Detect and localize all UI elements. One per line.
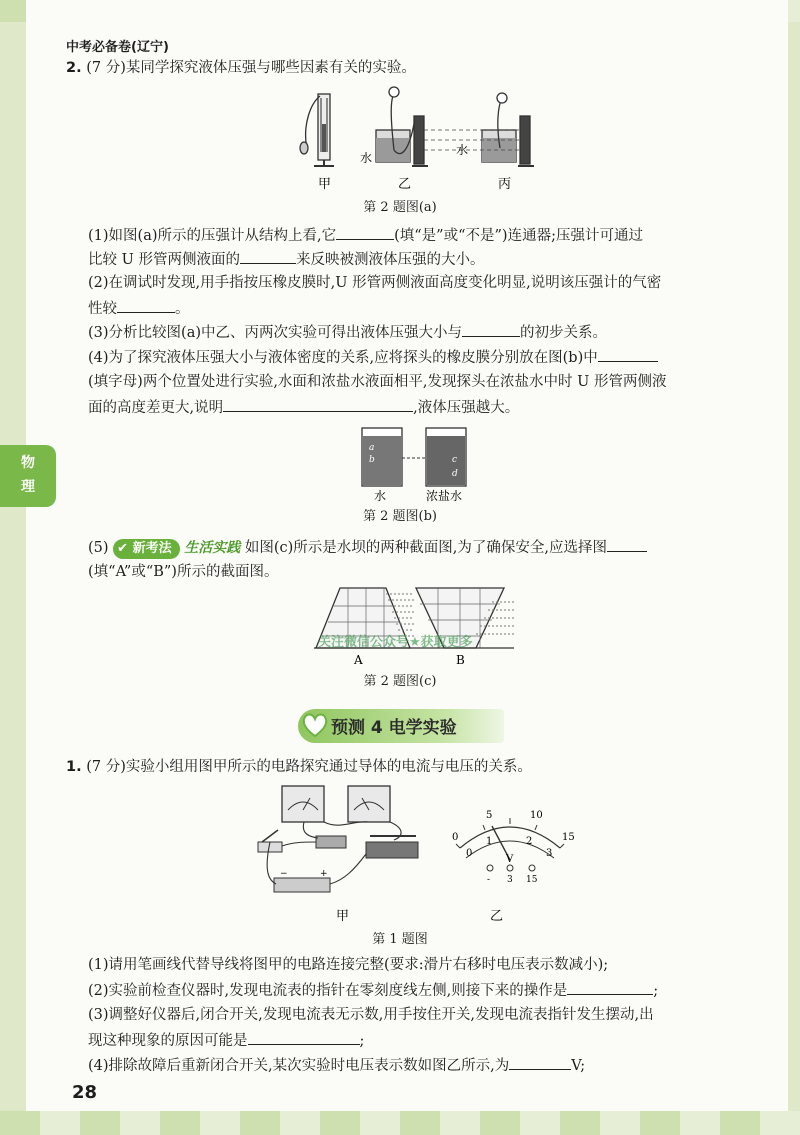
dam-label-b: B — [456, 653, 465, 666]
q2-number: 2. — [66, 60, 82, 76]
q1-stem-text: (7 分)实验小组用图甲所示的电路探究通过导体的电流与电压的关系。 — [86, 759, 532, 775]
voltmeter — [348, 786, 390, 822]
beaker-brine — [426, 428, 466, 486]
dam-label-a: A — [354, 653, 363, 666]
answer-blank-10[interactable] — [509, 1055, 571, 1070]
fig-a-label-bing: 丙 — [498, 177, 512, 192]
terminal-3: 3 — [507, 875, 513, 885]
q1-part1: (1)请用笔画线代替导线将图甲的电路连接完整(要求:滑片右移时电压表示数减小); — [88, 957, 609, 973]
q2-p2-text-b: 性较 — [88, 301, 117, 317]
beaker-label-water: 水 — [374, 489, 387, 503]
point-a-label: a — [369, 443, 375, 453]
q2-p5-text-a: 如图(c)所示是水坝的两种截面图,为了确保安全,应选择图 — [244, 540, 607, 556]
rheostat — [366, 836, 418, 858]
manometer-jia — [300, 94, 334, 166]
subject-tab-char-2: 理 — [21, 479, 35, 495]
fig-b-caption: 第 2 题图(b) — [362, 509, 437, 524]
q2-part2-line2 — [88, 298, 190, 320]
answer-blank-9[interactable] — [248, 1030, 360, 1045]
q2-part5-line1 — [88, 537, 647, 559]
switch — [258, 830, 282, 852]
watermark: 关注微信公众号★获取更多 — [318, 635, 473, 650]
battery — [274, 869, 330, 892]
q2-part3 — [88, 322, 607, 344]
answer-blank-2[interactable] — [240, 249, 296, 264]
q2-part4-line3 — [88, 397, 519, 419]
section-title: 预测 4 电学实验 — [331, 718, 457, 738]
ammeter — [282, 786, 324, 822]
q2-part5-line2: (填“A”或“B”)所示的截面图。 — [88, 564, 279, 580]
figure-2c — [314, 586, 514, 666]
q2-p2-text-c: 。 — [175, 301, 190, 317]
heart-icon — [300, 710, 330, 740]
answer-blank-6[interactable] — [223, 397, 413, 412]
beaker-label-brine: 浓盐水 — [426, 489, 463, 503]
fig-label-yi: 乙 — [490, 909, 504, 924]
circuit-figure-jia — [244, 780, 434, 926]
point-b-label: b — [369, 455, 375, 465]
subject-tab — [0, 445, 56, 507]
answer-blank-7[interactable] — [607, 537, 647, 552]
figure-2a — [290, 84, 540, 194]
book-title: 中考必备卷(辽宁) — [66, 40, 169, 55]
life-practice-tag: 生活实践 — [184, 540, 241, 556]
fig-a-label-jia: 甲 — [318, 177, 332, 192]
svg-text:+: + — [320, 869, 328, 879]
q2-part1-line2 — [88, 249, 484, 271]
q1-s3-text-b: 现这种现象的原因可能是 — [88, 1033, 248, 1049]
q2-p4-text-d: ,液体压强越大。 — [413, 400, 520, 416]
fig-label-jia: 甲 — [336, 909, 350, 924]
point-d-label: d — [452, 469, 458, 479]
dial-unit: V — [506, 854, 514, 865]
q2-p4-text-c: 面的高度差更大,说明 — [88, 400, 224, 416]
dial-outer-5: 5 — [486, 810, 493, 821]
fig1-caption: 第 1 题图 — [372, 932, 428, 947]
svg-text:−: − — [280, 869, 288, 879]
q1-s3-text-c: ; — [359, 1033, 365, 1049]
dial-inner-2: 2 — [526, 836, 533, 847]
q1-s2-text-a: (2)实验前检查仪器时,发现电流表的指针在零刻度线左侧,则接下来的操作是 — [88, 983, 568, 999]
q1-s4-text-b: V; — [571, 1058, 586, 1074]
dial-outer-0: 0 — [452, 832, 459, 843]
beaker-bing — [482, 93, 534, 166]
q1-part3-line1: (3)调整好仪器后,闭合开关,发现电流表无示数,用手按住开关,发现电流表指针发生摆动,出 — [88, 1007, 654, 1023]
q2-part4-line2: (填字母)两个位置处进行实验,水面和浓盐水液面相平,发现探头在浓盐水中时 U 形管两侧液 — [88, 374, 667, 390]
q1-stem — [66, 757, 532, 778]
page-number: 28 — [72, 1082, 98, 1103]
q2-p1-text-d: 来反映被测液体压强的大小。 — [295, 252, 485, 268]
q2-p5-number: (5) — [88, 540, 109, 556]
fig-c-caption: 第 2 题图(c) — [363, 674, 437, 689]
q1-number: 1. — [66, 759, 82, 775]
q2-p4-text-a: (4)为了探究液体压强大小与液体密度的关系,应将探头的橡皮膜分别放在图(b)中 — [88, 350, 598, 366]
new-method-badge — [113, 539, 179, 559]
q2-stem — [66, 58, 416, 79]
answer-blank-1[interactable] — [336, 225, 394, 240]
new-method-badge-text: 新考法 — [132, 541, 172, 556]
resistor — [316, 836, 346, 848]
q1-s2-text-b: ; — [653, 983, 659, 999]
terminal-neg: - — [487, 875, 491, 885]
subject-tab-char-1: 物 — [21, 455, 35, 471]
water-label-bing: 水 — [456, 143, 469, 157]
q1-s4-text-a: (4)排除故障后重新闭合开关,某次实验时电压表示数如图乙所示,为 — [88, 1058, 510, 1074]
q2-p1-text-b: (填“是”或“不是”)连通器;压强计可通过 — [394, 228, 643, 244]
q2-part4-line1 — [88, 347, 658, 369]
terminal-15: 15 — [526, 875, 538, 885]
water-label-yi: 水 — [360, 151, 373, 165]
q2-part1-line1 — [88, 225, 643, 247]
q2-part2-line1: (2)在调试时发现,用手指按压橡皮膜时,U 形管两侧液面高度变化明显,说明该压强计的气密 — [88, 275, 662, 291]
q1-part4 — [88, 1055, 585, 1077]
check-icon: ✔ — [117, 541, 129, 556]
q1-part3-line2 — [88, 1030, 364, 1052]
q2-p1-text-c: 比较 U 形管两侧液面的 — [88, 252, 240, 268]
dial-inner-3: 3 — [546, 848, 553, 859]
dial-outer-10: 10 — [530, 810, 543, 821]
bottom-stripe — [0, 1111, 800, 1135]
answer-blank-8[interactable] — [567, 980, 653, 995]
figure-2b — [356, 424, 476, 504]
answer-blank-3[interactable] — [117, 298, 175, 313]
answer-blank-4[interactable] — [462, 322, 520, 337]
q2-stem-text: (7 分)某同学探究液体压强与哪些因素有关的实验。 — [86, 60, 416, 76]
dial-inner-1: 1 — [486, 836, 493, 847]
answer-blank-5[interactable] — [598, 347, 658, 362]
fig-a-caption: 第 2 题图(a) — [363, 200, 437, 215]
fig-a-label-yi: 乙 — [398, 177, 412, 192]
beaker-yi — [376, 87, 428, 166]
point-c-label: c — [452, 455, 458, 465]
dial-outer-15: 15 — [562, 832, 575, 843]
q2-p3-text-a: (3)分析比较图(a)中乙、丙两次实验可得出液体压强大小与 — [88, 325, 462, 341]
q2-p3-text-b: 的初步关系。 — [520, 325, 607, 341]
beaker-water — [362, 428, 402, 486]
voltmeter-dial-yi — [448, 800, 578, 926]
dial-inner-0: 0 — [466, 848, 473, 859]
q2-p1-text-a: (1)如图(a)所示的压强计从结构上看,它 — [88, 228, 337, 244]
q1-part2 — [88, 980, 658, 1002]
